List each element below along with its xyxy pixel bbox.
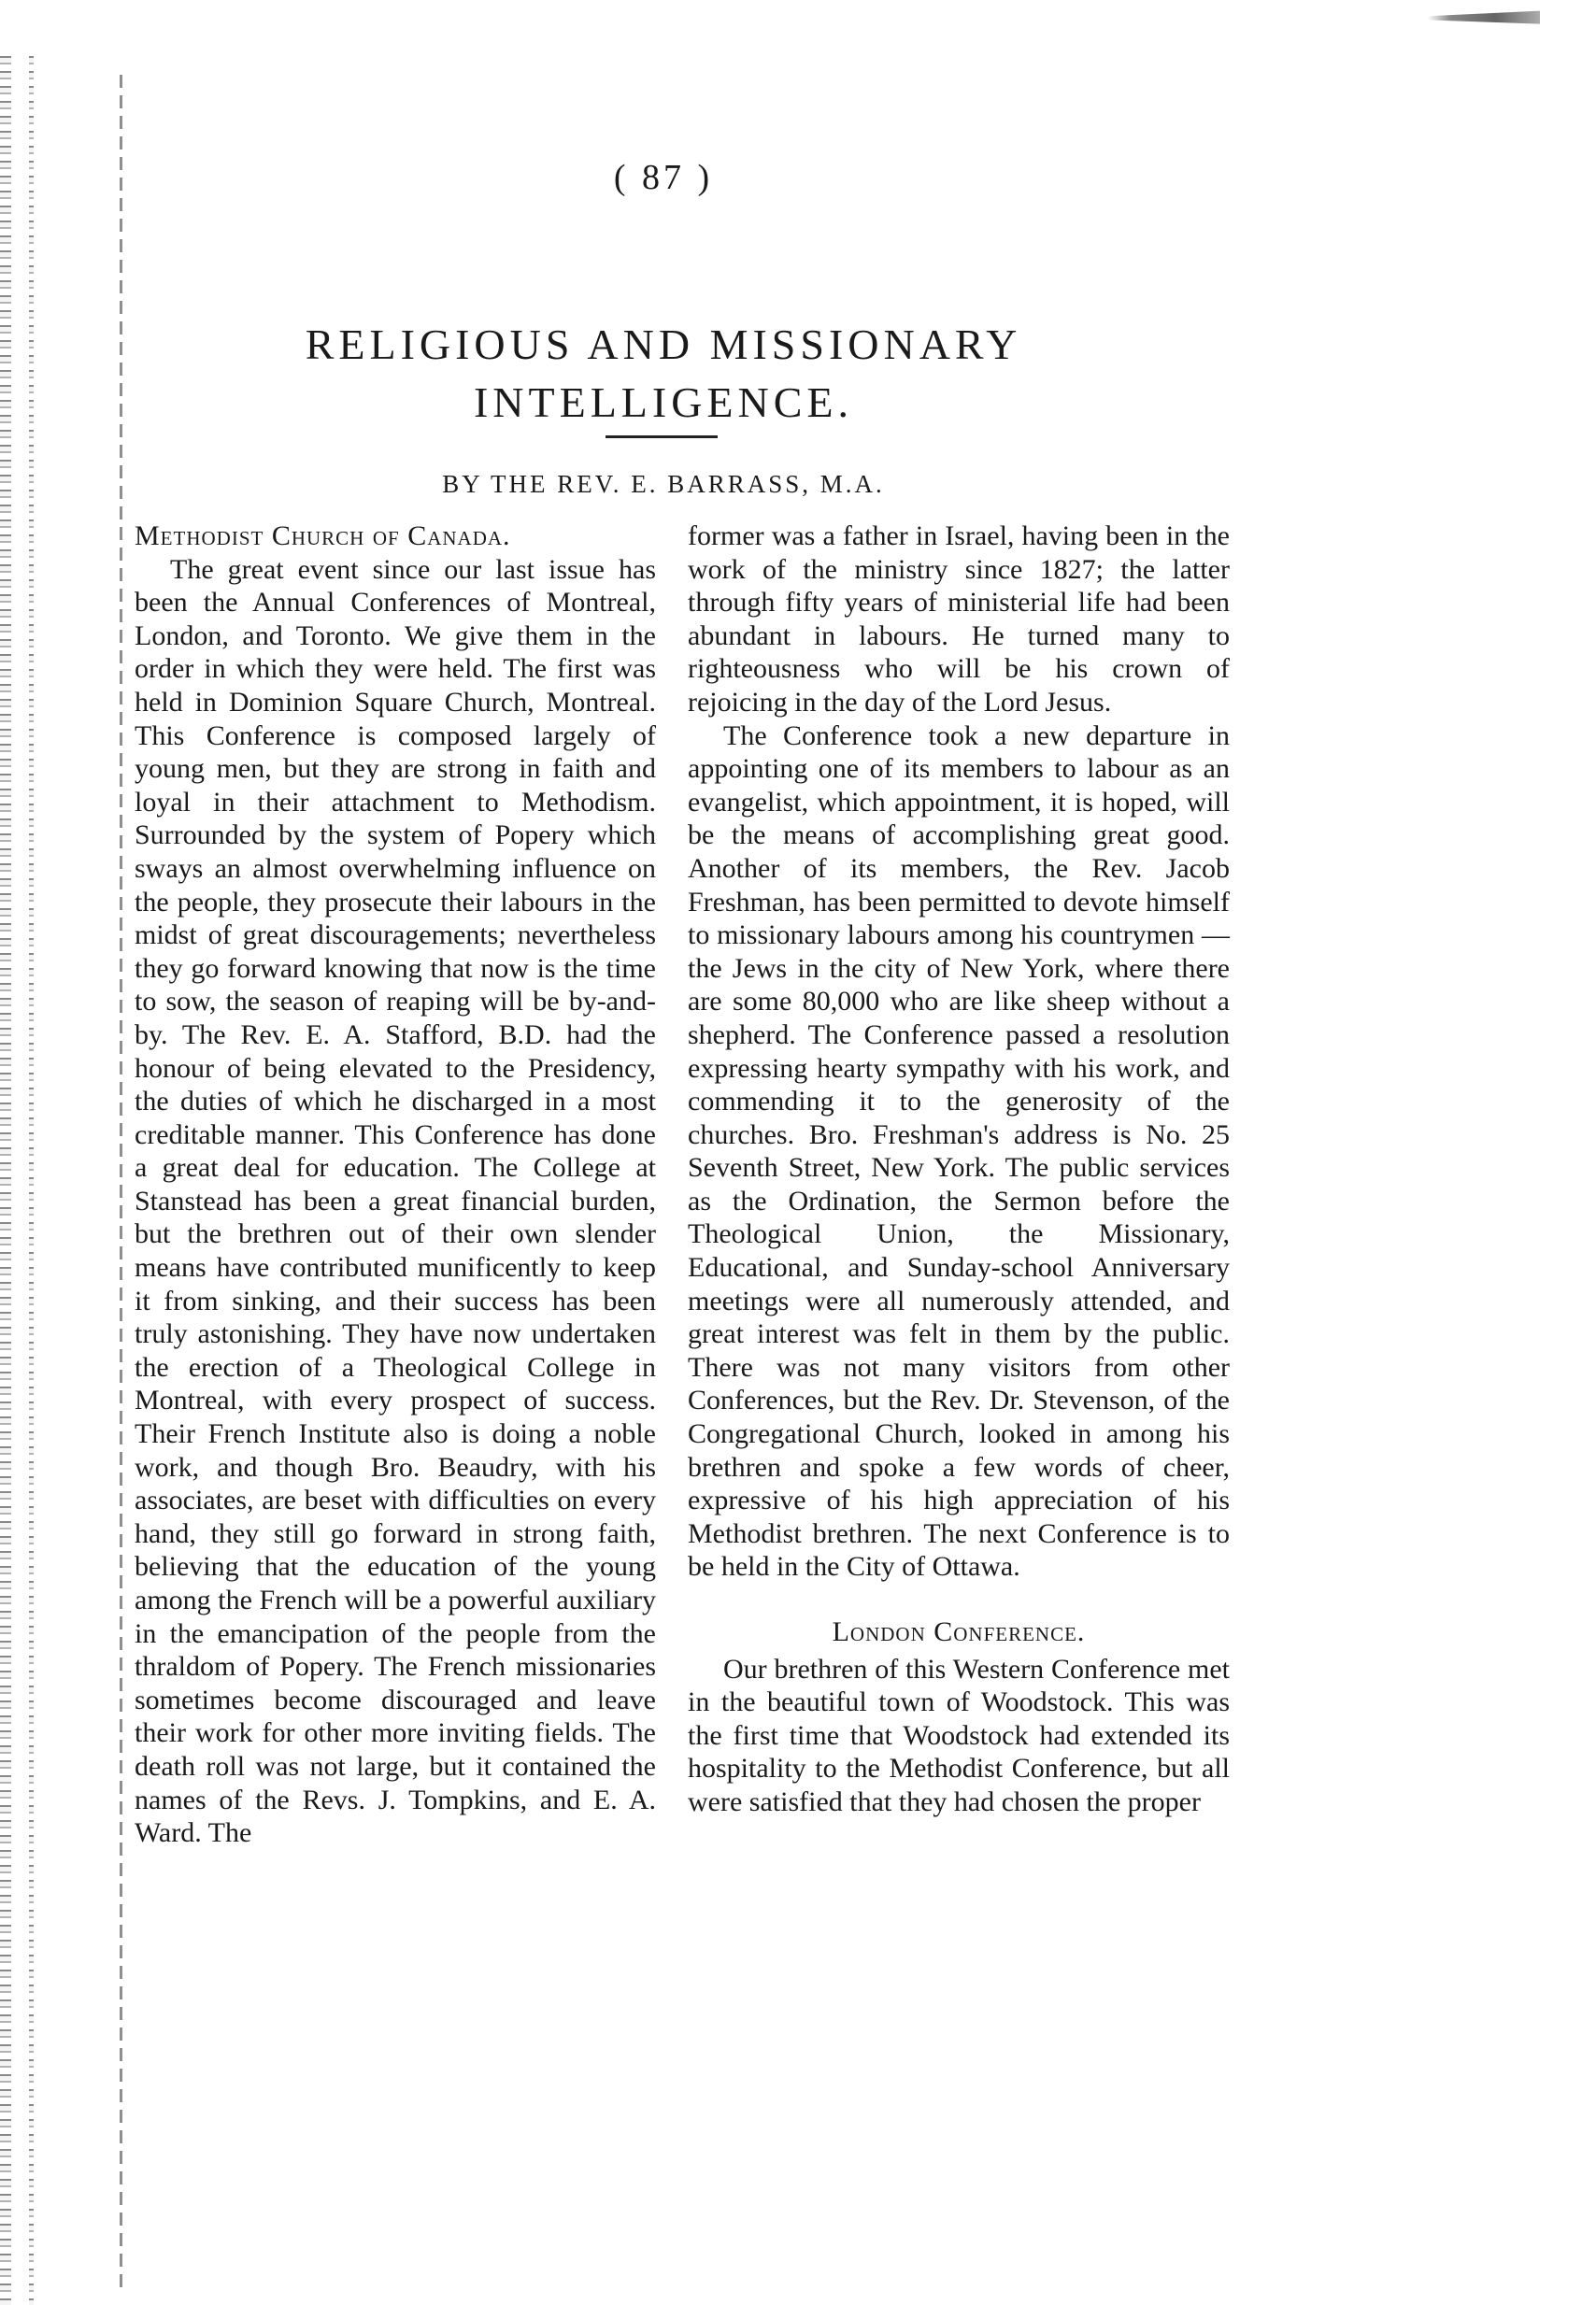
article-title: RELIGIOUS AND MISSIONARY INTELLIGENCE. [305, 320, 1022, 426]
section-heading-london-conference: London Conference. [832, 1616, 1086, 1647]
body-paragraph: Our brethren of this Western Conference met in the beautiful town of Woodstock. This was the first time that Woodstock had extended its hospitality to the Methodist Conference, but all were satisfied that they had chosen the proper [688, 1653, 1230, 1817]
corner-smudge [1428, 6, 1540, 32]
binding-rule [120, 75, 122, 2289]
byline: BY THE REV. E. BARRASS, M.A. [442, 470, 885, 498]
body-paragraph: The great event since our last issue has been the Annual Conferences of Montreal, London, and Toronto. We give them in the order in which they were held. The first was held in Dominion Square Church, Montreal. This Conference is composed largely of young men, but they are strong in faith and loyal in their attachment to Methodism. Surrounded by the system of Popery which sways an almost overwhelming influence on the people, they prosecute their labours in the midst of great discouragements; nevertheless they go forward knowing that now is the time to sow, the season of reaping will be by-and-by. The Rev. E. A. Stafford, B.D. had the honour of being elevated to the Presidency, the duties of which he discharged in a most creditable manner. This Conference has done a great deal for education. The College at Stanstead has been a great financial burden, but the brethren out of their own slender means have contributed munificently to keep it from sinking, and their success has been truly astonishing. They have now undertaken the erection of a Theological College in Montreal, with every prospect of success. Their French Institute also is doing a noble work, and though Bro. Beaudry, with his associates, are beset with difficulties on every hand, they still go forward in strong faith, believing that the education of the young among the French will be a powerful auxiliary in the emancipation of the people from the thraldom of Popery. The French missionaries sometimes become discouraged and leave their work for other more inviting fields. The death roll was not large, but it contained the names of the Revs. J. Tompkins, and E. A. Ward. The [135, 553, 656, 1849]
page-number: ( 87 ) [613, 158, 714, 197]
section-heading-methodist-church: Methodist Church of Canada. [135, 520, 511, 551]
body-paragraph: The Conference took a new departure in appointing one of its members to labour as an evangelist, which appointment, it is hoped, will be the means of accomplishing great good. Another of its members, the Rev. Jacob Freshman, has been permitted to devote himself to missionary labours among his countrymen —the Jews in the city of New York, where there are some 80,000 who are like sheep without a shepherd. The Conference passed a resolution expressing hearty sympathy with his work, and commending it to the generosity of the churches. Bro. Freshman's address is No. 25 Seventh Street, New York. The public services as the Ordination, the Sermon before the Theological Union, the Missionary, Educational, and Sunday-school Anniversary meetings were all numerously attended, and great interest was felt in them by the public. There was not many visitors from other Conferences, but the Rev. Dr. Stevenson, of the Congregational Church, looked in among his brethren and spoke a few words of cheer, expressive of his high appreciation of his Methodist brethren. The next Conference is to be held in the City of Ottawa. [688, 719, 1230, 1583]
left-column [135, 519, 656, 1850]
binding-edge [0, 56, 112, 2305]
right-column [688, 519, 1230, 1819]
title-rule [606, 435, 718, 438]
body-paragraph-continuation: former was a father in Israel, having been in the work of the ministry since 1827; the latter through fifty years of ministerial life had been abundant in labours. He turned many to righteousness who will be his crown of rejoicing in the day of the Lord Jesus. [688, 520, 1230, 718]
